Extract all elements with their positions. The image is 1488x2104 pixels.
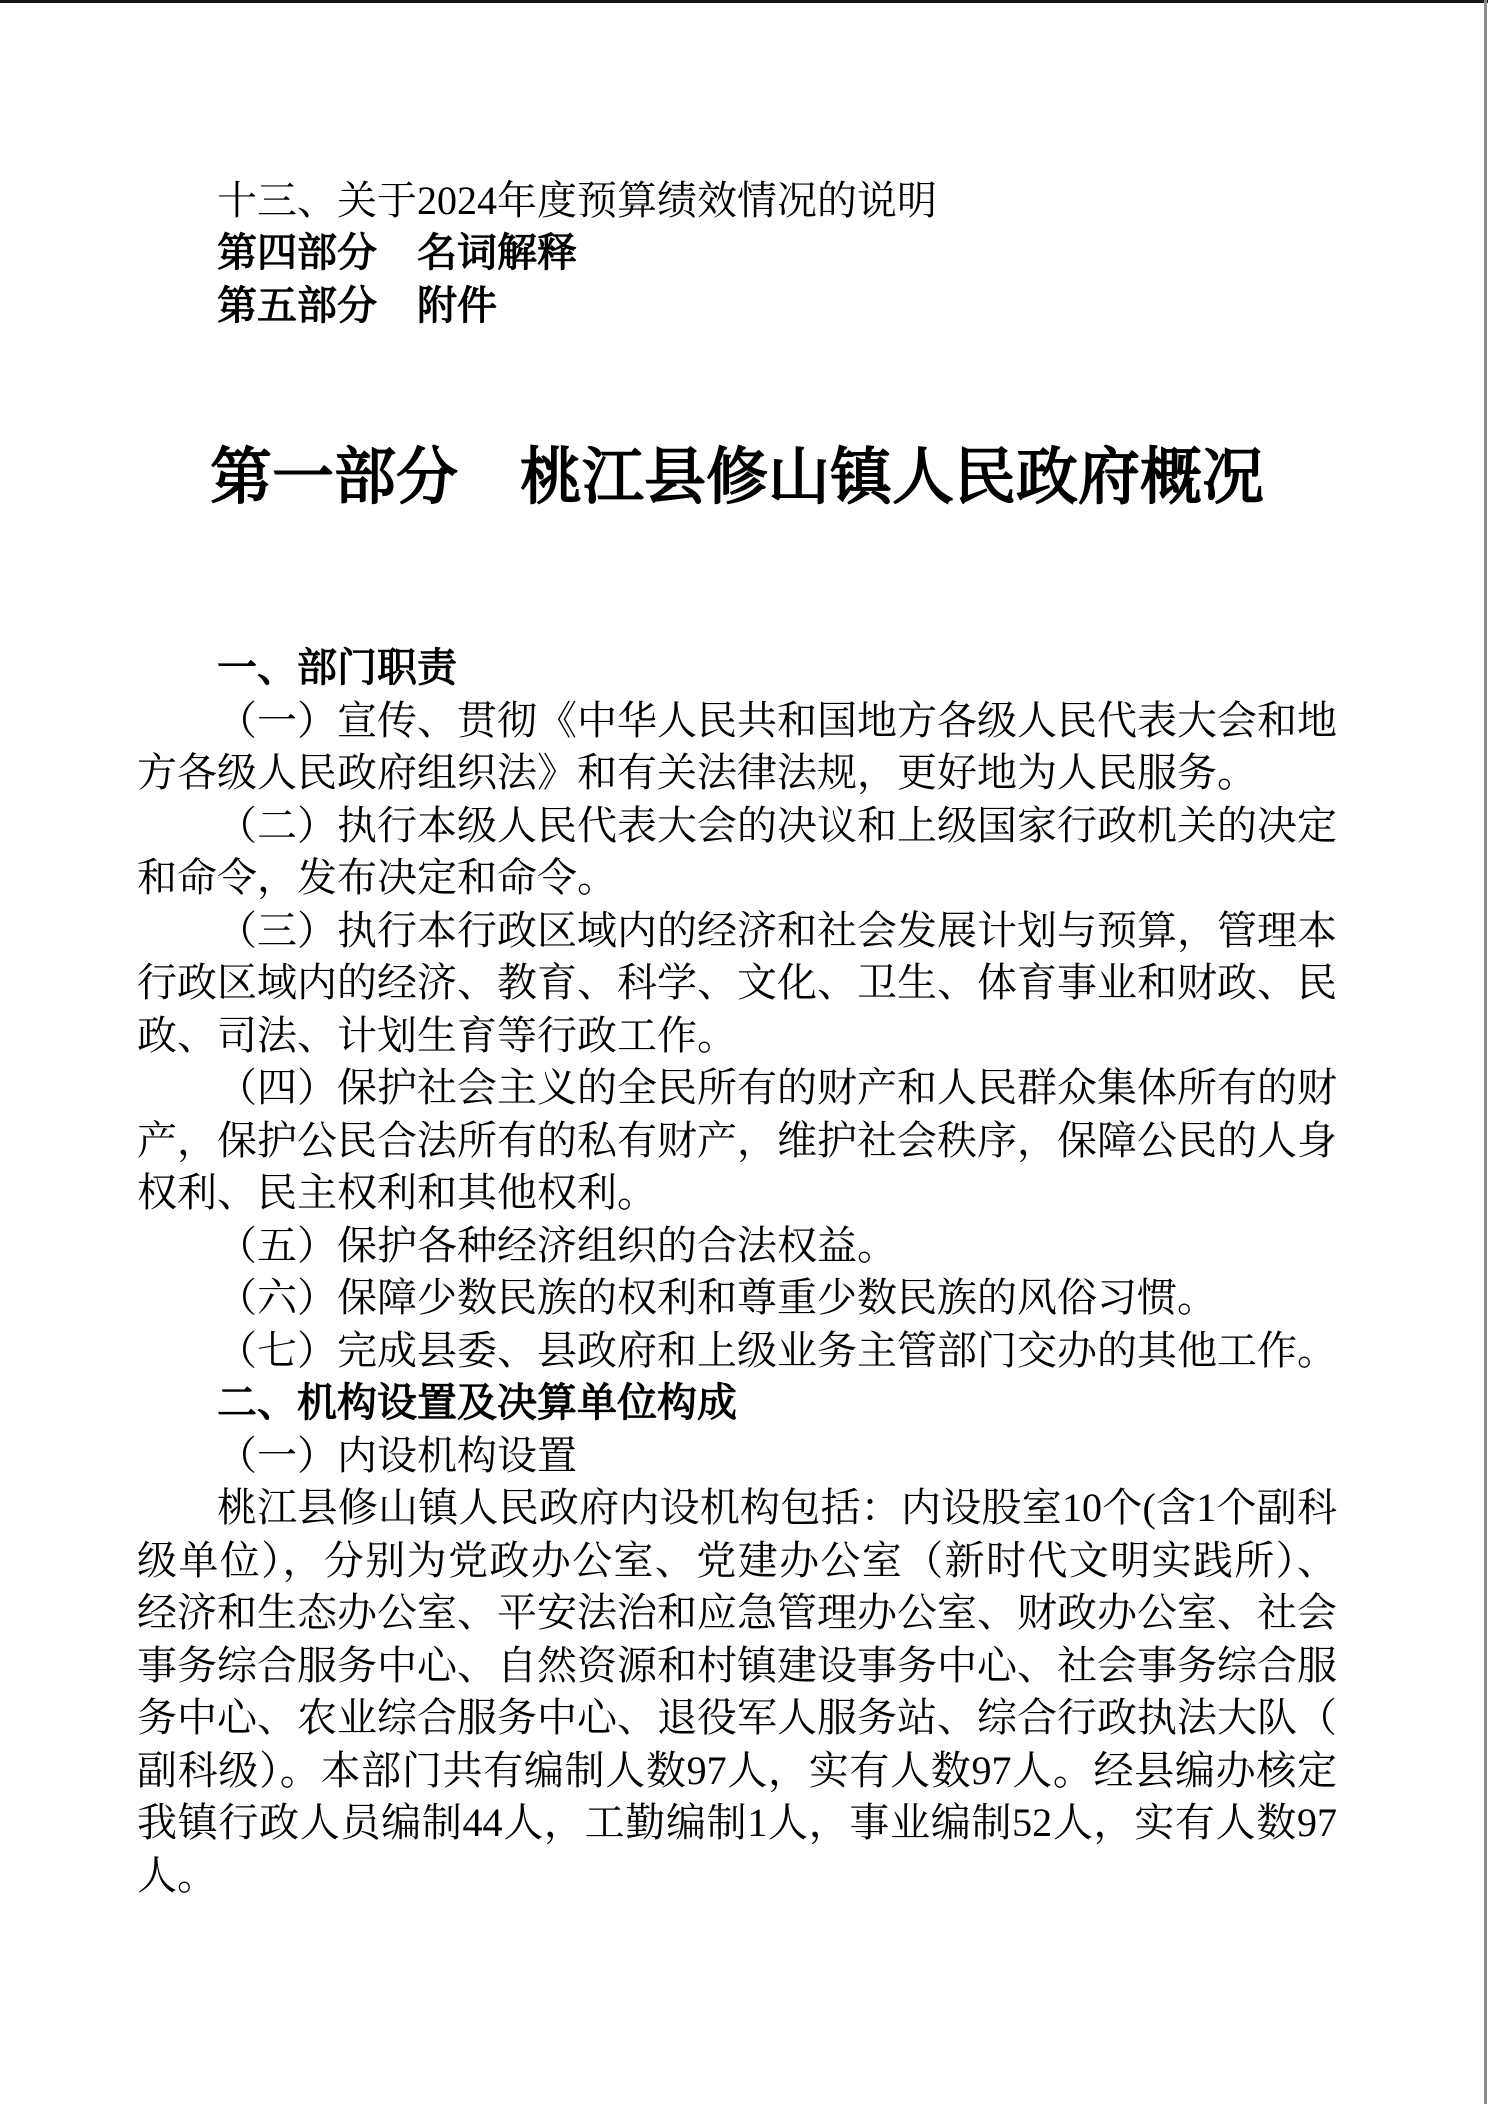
body-line: 事务综合服务中心、自然资源和村镇建设事务中心、社会事务综合服 (137, 1642, 1337, 1688)
body-line: （一）内设机构设置 (217, 1432, 577, 1478)
table-of-contents (137, 174, 1337, 333)
body-line: 方各级人民政府组织法》和有关法律法规，更好地为人民服务。 (137, 750, 1257, 795)
body-heading: 一、部门职责 (217, 646, 457, 690)
body-line: 行政区域内的经济、教育、科学、文化、卫生、体育事业和财政、民 (137, 960, 1337, 1005)
body-line: （七）完成县委、县政府和上级业务主管部门交办的其他工作。 (217, 1327, 1337, 1373)
body-line: 务中心、农业综合服务中心、退役军人服务站、综合行政执法大队（ (137, 1695, 1337, 1740)
body-line: 产，保护公民合法所有的私有财产，维护社会秩序，保障公民的人身 (137, 1117, 1337, 1163)
body-heading: 二、机构设置及决算单位构成 (217, 1381, 737, 1425)
body-line: （四）保护社会主义的全民所有的财产和人民群众集体所有的财 (217, 1065, 1337, 1110)
body-line: 政、司法、计划生育等行政工作。 (137, 1012, 737, 1058)
body-line: 人。 (137, 1852, 217, 1898)
body-line: （三）执行本行政区域内的经济和社会发展计划与预算，管理本 (217, 907, 1337, 953)
body-line: 经济和生态办公室、平安法治和应急管理办公室、财政办公室、社会 (137, 1590, 1337, 1635)
body-line: 副科级）。本部门共有编制人数97人，实有人数97人。经县编办核定 (137, 1747, 1337, 1793)
toc-line: 第四部分 名词解释 (217, 231, 577, 275)
toc-line: 十三、关于2024年度预算绩效情况的说明 (217, 178, 937, 223)
body-line: 级单位），分别为党政办公室、党建办公室（新时代文明实践所）、 (137, 1537, 1337, 1583)
body-line: 我镇行政人员编制44人，工勤编制1人，事业编制52人，实有人数97 (137, 1800, 1337, 1845)
body-line: 和命令，发布决定和命令。 (137, 855, 617, 900)
document-body (137, 642, 1337, 1902)
page-right-edge (1484, 0, 1487, 2104)
body-line: （一）宣传、贯彻《中华人民共和国地方各级人民代表大会和地 (217, 697, 1337, 743)
body-line: （二）执行本级人民代表大会的决议和上级国家行政机关的决定 (217, 802, 1337, 848)
body-line: 权利、民主权利和其他权利。 (137, 1170, 657, 1215)
page-top-edge (0, 0, 1488, 3)
toc-line: 第五部分 附件 (217, 284, 497, 328)
section-title: 第一部分 桃江县修山镇人民政府概况 (209, 444, 1264, 512)
body-line: 桃江县修山镇人民政府内设机构包括：内设股室10个(含1个副科 (217, 1485, 1337, 1530)
body-line: （六）保障少数民族的权利和尊重少数民族的风俗习惯。 (217, 1275, 1217, 1320)
body-line: （五）保护各种经济组织的合法权益。 (217, 1222, 897, 1268)
